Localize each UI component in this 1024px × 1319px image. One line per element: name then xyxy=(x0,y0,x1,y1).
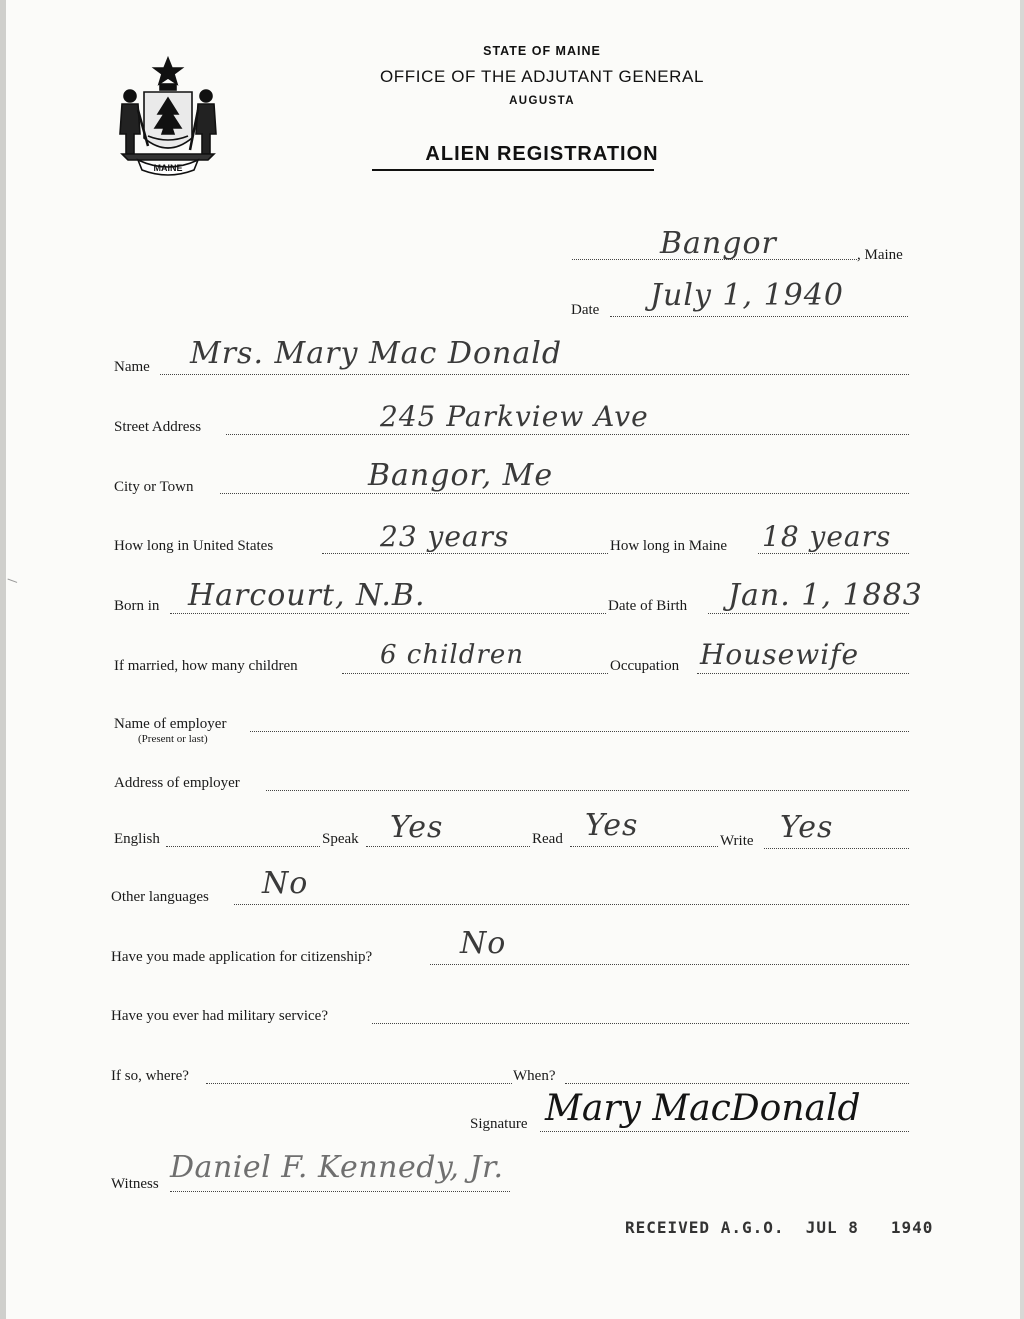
citizenship-value: No xyxy=(460,926,507,961)
form-title: ALIEN REGISTRATION xyxy=(425,143,659,165)
place-suffix-label: , Maine xyxy=(857,247,903,263)
how-long-us-value: 23 years xyxy=(380,520,510,553)
citizenship-field-line xyxy=(430,964,909,965)
place-value: Bangor xyxy=(660,226,777,261)
speak-field-line xyxy=(366,846,530,847)
how-long-maine-value: 18 years xyxy=(762,520,892,553)
street-field-line xyxy=(226,434,909,435)
date-label: Date xyxy=(571,302,600,318)
header-office: OFFICE OF THE ADJUTANT GENERAL xyxy=(379,67,705,86)
witness-value: Daniel F. Kennedy, Jr. xyxy=(170,1150,504,1185)
children-value: 6 children xyxy=(380,640,524,670)
english-label: English xyxy=(114,831,160,847)
signature-label: Signature xyxy=(470,1116,528,1132)
page-edge-left xyxy=(0,0,6,1319)
citizenship-label: Have you made application for citizenship? xyxy=(111,949,373,965)
dob-label: Date of Birth xyxy=(608,598,688,614)
header-state: STATE OF MAINE xyxy=(483,44,601,58)
children-label: If married, how many children xyxy=(114,658,298,674)
read-label: Read xyxy=(532,831,563,847)
stamp-date-text: JUL 8 xyxy=(805,1218,859,1237)
write-field-line xyxy=(764,848,909,849)
when-field-line xyxy=(565,1083,909,1084)
born-in-field-line xyxy=(170,613,606,614)
how-long-maine-label: How long in Maine xyxy=(610,538,728,554)
city-field-line xyxy=(220,493,909,494)
english-field-line xyxy=(166,846,320,847)
how-long-us-label: How long in United States xyxy=(114,538,274,554)
name-value: Mrs. Mary Mac Donald xyxy=(190,336,563,371)
city-label: City or Town xyxy=(114,479,194,495)
military-label: Have you ever had military service? xyxy=(111,1008,328,1024)
born-in-value: Harcourt, N.B. xyxy=(188,578,426,613)
page-edge-right xyxy=(1020,0,1024,1319)
employer-address-label: Address of employer xyxy=(114,775,240,791)
children-field-line xyxy=(342,673,608,674)
employer-sublabel: (Present or last) xyxy=(138,733,208,745)
employer-field-line xyxy=(250,731,909,732)
header-city: AUGUSTA xyxy=(509,95,575,107)
street-label: Street Address xyxy=(114,419,202,435)
signature-field-line xyxy=(540,1131,909,1132)
other-languages-field-line xyxy=(234,904,909,905)
employer-label: Name of employer xyxy=(114,716,227,732)
name-label: Name xyxy=(114,359,150,375)
write-value: Yes xyxy=(780,810,834,845)
witness-field-line xyxy=(170,1191,510,1192)
date-value: July 1, 1940 xyxy=(650,278,844,313)
stamp-year-text: 1940 xyxy=(890,1218,934,1237)
margin-mark xyxy=(5,579,17,591)
other-languages-label: Other languages xyxy=(111,889,209,905)
military-field-line xyxy=(372,1023,909,1024)
street-value: 245 Parkview Ave xyxy=(380,400,649,433)
employer-address-field-line xyxy=(266,790,909,791)
dob-field-line xyxy=(708,613,909,614)
other-languages-value: No xyxy=(262,866,309,901)
witness-label: Witness xyxy=(111,1176,159,1192)
name-field-line xyxy=(160,374,909,375)
occupation-field-line xyxy=(697,673,909,674)
speak-value: Yes xyxy=(390,810,444,845)
city-value: Bangor, Me xyxy=(368,458,554,493)
title-underline xyxy=(372,169,654,171)
signature-value: Mary MacDonald xyxy=(545,1088,861,1129)
how-long-us-field-line xyxy=(322,553,608,554)
received-stamp xyxy=(625,1218,933,1237)
read-value: Yes xyxy=(585,808,639,843)
write-label: Write xyxy=(720,833,754,849)
how-long-maine-field-line xyxy=(758,553,909,554)
occupation-value: Housewife xyxy=(700,638,860,671)
born-in-label: Born in xyxy=(114,598,160,614)
when-label: When? xyxy=(513,1068,556,1084)
speak-label: Speak xyxy=(322,831,359,847)
occupation-label: Occupation xyxy=(610,658,680,674)
if-so-where-label: If so, where? xyxy=(111,1068,189,1084)
stamp-received-text: RECEIVED A.G.O. xyxy=(625,1218,785,1237)
dob-value: Jan. 1, 1883 xyxy=(728,578,923,613)
date-field-line xyxy=(610,316,908,317)
read-field-line xyxy=(570,846,718,847)
if-so-where-field-line xyxy=(206,1083,512,1084)
seal-banner-text: MAINE xyxy=(153,163,183,173)
